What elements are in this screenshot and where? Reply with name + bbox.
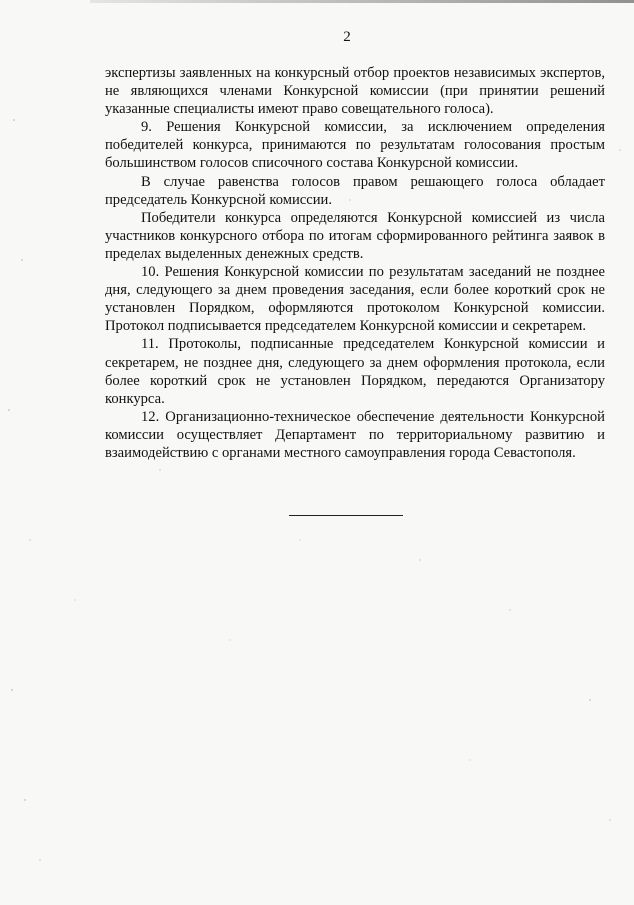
paragraph-item-9: 9. Решения Конкурсной комиссии, за исключением определения победителей конкурса, принимаются по результатам голосования простым большинством голосов списочного состава Конкурсной комиссии. (105, 119, 605, 172)
paragraph-item-11: 11. Протоколы, подписанные председателем Конкурсной комиссии и секретарем, не позднее дня, следующего за днем оформления протокола, если более короткий срок не установлен Порядком, передаются Организатору конкурса. (105, 336, 605, 407)
paragraph-continuation: экспертизы заявленных на конкурсный отбор проектов независимых экспертов, не являющихся членами Конкурсной комиссии (при принятии решений указанные специалисты имеют право совещательного голоса). (105, 65, 605, 118)
page-number: 2 (343, 29, 351, 45)
paragraph-item-10: 10. Решения Конкурсной комиссии по результатам заседаний не позднее дня, следующего за днем проведения заседания, если более короткий срок не установлен Порядком, оформляются протоколом Конкурсной комиссии. Протокол подписывается председателем Конкурсной комиссии и секретарем. (105, 264, 605, 335)
document-body (105, 64, 605, 462)
paragraph-tie-vote: В случае равенства голосов правом решающего голоса обладает председатель Конкурсной комиссии. (105, 173, 605, 208)
paragraph-item-12: 12. Организационно-техническое обеспечение деятельности Конкурсной комиссии осуществляет Департамент по территориальному развитию и взаимодействию с органами местного самоуправления города Севастополя. (105, 408, 605, 461)
scan-top-edge (90, 0, 634, 3)
paragraph-winners: Победители конкурса определяются Конкурсной комиссией из числа участников конкурсного отбора по итогам сформированного рейтинга заявок в пределах выделенных денежных средств. (105, 209, 605, 262)
end-separator-line (289, 515, 403, 516)
